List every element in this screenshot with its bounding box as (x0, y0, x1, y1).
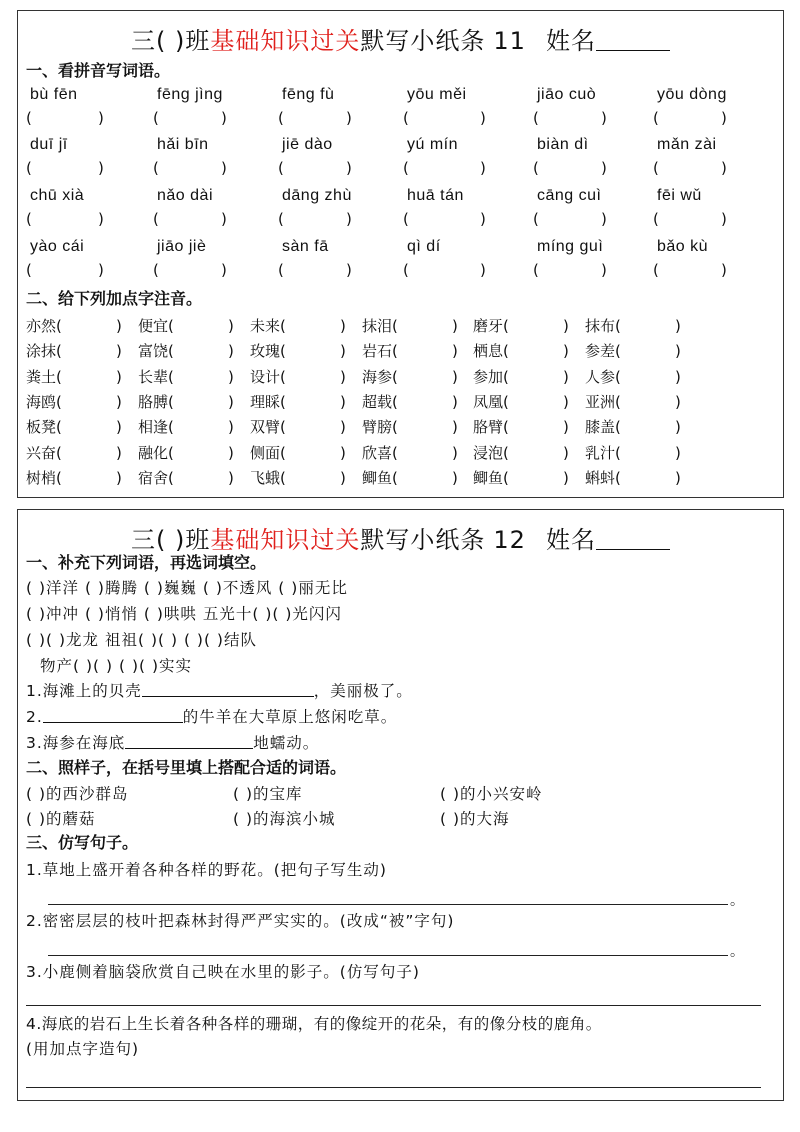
pinyin-prompt: sàn fā (282, 238, 329, 255)
answer-paren-close: ) (98, 159, 104, 177)
fill-sentence-2 (26, 706, 397, 728)
answer-blank[interactable] (43, 706, 183, 723)
answer-paren-close[interactable]: ) (452, 468, 458, 487)
answer-paren-close[interactable]: ) (228, 443, 234, 462)
answer-paren-close[interactable]: ) (116, 317, 122, 335)
class-label: 三( )班 (131, 526, 211, 554)
section-heading: 一、看拼音写词语。 (26, 61, 171, 80)
section-heading: 三、仿写句子。 (26, 833, 139, 852)
answer-paren-close[interactable]: ) (228, 418, 234, 437)
dotted-word: 粪土( (26, 367, 62, 386)
worksheet-title (18, 524, 783, 556)
answer-paren-open[interactable]: ( (153, 159, 159, 177)
title-text: 默写小纸条 (360, 27, 486, 55)
pinyin-prompt: mǎn zài (657, 136, 717, 153)
answer-paren-open[interactable]: ( (403, 261, 409, 279)
answer-blank[interactable] (142, 680, 314, 697)
dotted-word: 凤凰( (473, 392, 509, 411)
answer-paren-close: ) (601, 210, 607, 228)
section-heading: 二、照样子，在括号里填上搭配合适的词语。 (26, 758, 347, 777)
sentence-text: 的牛羊在大草原上悠闲吃草。 (182, 708, 398, 726)
pinyin-prompt: huā tán (407, 187, 464, 204)
answer-paren-close[interactable]: ) (340, 342, 346, 361)
answer-paren-close[interactable]: ) (452, 317, 458, 335)
answer-paren-close: ) (721, 210, 727, 228)
answer-paren-close: ) (346, 261, 352, 279)
pinyin-prompt: jiāo cuò (537, 86, 597, 103)
pinyin-prompt: duī jī (30, 136, 68, 153)
answer-paren-close: ) (480, 210, 486, 228)
answer-paren-close: ) (601, 109, 607, 127)
title-highlight: 基础知识过关 (210, 27, 361, 55)
rewrite-prompt-4-note: (用加点字造句) (26, 1040, 140, 1058)
answer-paren-close[interactable]: ) (452, 367, 458, 386)
answer-paren-close[interactable]: ) (675, 317, 681, 335)
answer-paren-close: ) (221, 261, 227, 279)
name-label: 姓名 (545, 27, 596, 55)
dotted-word: 理睬( (250, 392, 286, 411)
answer-paren-close[interactable]: ) (340, 418, 346, 437)
answer-paren-close[interactable]: ) (228, 342, 234, 361)
pinyin-prompt: fēng fù (282, 86, 335, 103)
worksheet-title (18, 25, 783, 57)
match-item[interactable]: ( )的蘑菇 (26, 810, 96, 828)
answer-paren-close[interactable]: ) (340, 367, 346, 386)
pinyin-prompt: fēng jìng (157, 86, 223, 103)
period-mark: 。 (730, 893, 744, 909)
name-blank[interactable] (596, 529, 670, 550)
answer-paren-close: ) (721, 261, 727, 279)
answer-paren-open[interactable]: ( (26, 210, 32, 228)
sentence-text: 2. (26, 708, 43, 726)
pinyin-prompt: chū xià (30, 187, 85, 204)
period-mark: 。 (730, 944, 744, 960)
answer-paren-close: ) (221, 109, 227, 127)
dotted-word: 人参( (585, 367, 621, 386)
answer-paren-close[interactable]: ) (452, 418, 458, 437)
section-heading: 一、补充下列词语，再选词填空。 (26, 553, 267, 572)
rewrite-prompt-4: 4.海底的岩石上生长着各种各样的珊瑚，有的像绽开的花朵，有的像分枝的鹿角。 (26, 1015, 602, 1033)
answer-paren-open[interactable]: ( (153, 210, 159, 228)
title-highlight: 基础知识过关 (210, 526, 361, 554)
answer-paren-open[interactable]: ( (278, 109, 284, 127)
pinyin-prompt: cāng cuì (537, 187, 602, 204)
answer-paren-close: ) (480, 261, 486, 279)
answer-paren-close: ) (98, 261, 104, 279)
answer-paren-open[interactable]: ( (278, 210, 284, 228)
match-item[interactable]: ( )的小兴安岭 (440, 785, 543, 803)
name-blank[interactable] (596, 30, 670, 51)
answer-paren-close[interactable]: ) (340, 443, 346, 462)
dotted-word: 乳汁( (585, 443, 621, 462)
answer-paren-close: ) (601, 261, 607, 279)
word-fill-line[interactable]: ( )( )龙龙 祖祖( )( ) ( )( )结队 (26, 631, 257, 649)
answer-paren-close: ) (346, 109, 352, 127)
sentence-text: ，美丽极了。 (313, 682, 413, 700)
answer-paren-close[interactable]: ) (116, 418, 122, 437)
answer-paren-close[interactable]: ) (563, 468, 569, 487)
dotted-word: 鲫鱼( (362, 468, 398, 487)
dotted-word: 磨牙( (473, 317, 509, 335)
match-item[interactable]: ( )的宝库 (233, 785, 303, 803)
answer-paren-close[interactable]: ) (452, 443, 458, 462)
answer-paren-open[interactable]: ( (653, 109, 659, 127)
pinyin-prompt: yào cái (30, 238, 85, 255)
answer-paren-close: ) (346, 210, 352, 228)
pinyin-prompt: yōu dòng (657, 86, 727, 103)
pinyin-prompt: qì dí (407, 238, 441, 255)
dotted-word: 超载( (362, 392, 398, 411)
word-fill-line[interactable]: 物产( )( ) ( )( )实实 (40, 657, 193, 675)
answer-paren-close[interactable]: ) (116, 342, 122, 361)
rewrite-prompt-1: 1.草地上盛开着各种各样的野花。(把句子写生动) (26, 861, 387, 879)
answer-paren-open[interactable]: ( (533, 159, 539, 177)
match-item[interactable]: ( )的大海 (440, 810, 510, 828)
answer-paren-close: ) (221, 210, 227, 228)
answer-line[interactable] (26, 1087, 761, 1088)
answer-paren-open[interactable]: ( (278, 261, 284, 279)
answer-paren-close[interactable]: ) (563, 367, 569, 386)
dotted-word: 侧面( (250, 443, 286, 462)
sentence-text: 1.海滩上的贝壳 (26, 682, 142, 700)
answer-paren-close: ) (721, 159, 727, 177)
dotted-word: 海参( (362, 367, 398, 386)
pinyin-prompt: dāng zhù (282, 187, 352, 204)
dotted-word: 玫瑰( (250, 342, 286, 361)
title-text: 默写小纸条 (360, 526, 486, 554)
answer-paren-open[interactable]: ( (153, 109, 159, 127)
answer-paren-close[interactable]: ) (563, 418, 569, 437)
answer-paren-open[interactable]: ( (533, 261, 539, 279)
dotted-word: 胳膊( (138, 392, 174, 411)
answer-paren-close[interactable]: ) (116, 367, 122, 386)
dotted-word: 浸泡( (473, 443, 509, 462)
dotted-word: 双臂( (250, 418, 286, 437)
answer-paren-open[interactable]: ( (533, 210, 539, 228)
dotted-word: 富饶( (138, 342, 174, 361)
answer-paren-close[interactable]: ) (675, 468, 681, 487)
answer-paren-open[interactable]: ( (533, 109, 539, 127)
dotted-word: 参差( (585, 342, 621, 361)
pinyin-prompt: hǎi bīn (157, 136, 209, 153)
dotted-word: 蝌蚪( (585, 468, 621, 487)
answer-paren-close[interactable]: ) (675, 367, 681, 386)
answer-paren-close[interactable]: ) (228, 317, 234, 335)
pinyin-prompt: nǎo dài (157, 187, 213, 204)
pinyin-prompt: fēi wǔ (657, 187, 702, 204)
pinyin-prompt: jiē dào (282, 136, 333, 153)
sheet-number: 12 (493, 526, 526, 554)
dotted-word: 膝盖( (585, 418, 621, 437)
answer-paren-open[interactable]: ( (653, 210, 659, 228)
dotted-word: 岩石( (362, 342, 398, 361)
answer-paren-close: ) (480, 159, 486, 177)
answer-paren-close[interactable]: ) (228, 367, 234, 386)
class-label: 三( )班 (131, 27, 211, 55)
dotted-word: 亦然( (26, 317, 62, 335)
dotted-word: 未来( (250, 317, 286, 335)
answer-line[interactable] (26, 1005, 761, 1006)
match-item[interactable]: ( )的海滨小城 (233, 810, 336, 828)
answer-paren-close: ) (480, 109, 486, 127)
dotted-word: 抹布( (585, 317, 621, 335)
word-fill-line[interactable]: ( )洋洋 ( )腾腾 ( )巍巍 ( )不透风 ( )丽无比 (26, 579, 348, 597)
answer-paren-close[interactable]: ) (340, 392, 346, 411)
answer-paren-close[interactable]: ) (116, 443, 122, 462)
dotted-word: 宿舍( (138, 468, 174, 487)
worksheet-12 (17, 509, 784, 1101)
answer-line[interactable] (48, 904, 728, 905)
rewrite-prompt-2: 2.密密层层的枝叶把森林封得严严实实的。(改成“被”字句) (26, 912, 455, 930)
worksheet-11 (17, 10, 784, 498)
dotted-word: 兴奋( (26, 443, 62, 462)
answer-paren-open[interactable]: ( (278, 159, 284, 177)
answer-paren-close[interactable]: ) (116, 468, 122, 487)
dotted-word: 涂抹( (26, 342, 62, 361)
answer-paren-open[interactable]: ( (26, 159, 32, 177)
pinyin-prompt: jiāo jiè (157, 238, 207, 255)
answer-paren-close[interactable]: ) (675, 392, 681, 411)
answer-paren-close[interactable]: ) (563, 443, 569, 462)
answer-paren-close: ) (346, 159, 352, 177)
answer-paren-open[interactable]: ( (26, 109, 32, 127)
name-label: 姓名 (545, 526, 596, 554)
answer-paren-close[interactable]: ) (452, 342, 458, 361)
dotted-word: 融化( (138, 443, 174, 462)
dotted-word: 亚洲( (585, 392, 621, 411)
answer-paren-open[interactable]: ( (403, 159, 409, 177)
dotted-word: 海鸥( (26, 392, 62, 411)
answer-paren-close[interactable]: ) (563, 317, 569, 335)
answer-paren-close[interactable]: ) (675, 418, 681, 437)
pinyin-prompt: bù fēn (30, 86, 78, 103)
dotted-word: 参加( (473, 367, 509, 386)
pinyin-prompt: yōu měi (407, 86, 467, 103)
answer-paren-open[interactable]: ( (403, 109, 409, 127)
answer-paren-close[interactable]: ) (563, 342, 569, 361)
answer-paren-close: ) (721, 109, 727, 127)
dotted-word: 臂膀( (362, 418, 398, 437)
match-item[interactable]: ( )的西沙群岛 (26, 785, 129, 803)
answer-paren-close[interactable]: ) (340, 317, 346, 335)
answer-paren-close[interactable]: ) (675, 443, 681, 462)
word-fill-line[interactable]: ( )冲冲 ( )悄悄 ( )哄哄 五光十( )( )光闪闪 (26, 605, 342, 623)
answer-paren-open[interactable]: ( (26, 261, 32, 279)
dotted-word: 飞蛾( (250, 468, 286, 487)
dotted-word: 胳臂( (473, 418, 509, 437)
answer-paren-open[interactable]: ( (653, 159, 659, 177)
answer-blank[interactable] (125, 732, 253, 749)
answer-paren-close[interactable]: ) (675, 342, 681, 361)
answer-line[interactable] (48, 955, 728, 956)
answer-paren-close[interactable]: ) (340, 468, 346, 487)
dotted-word: 欣喜( (362, 443, 398, 462)
answer-paren-close[interactable]: ) (228, 392, 234, 411)
answer-paren-close[interactable]: ) (452, 392, 458, 411)
dotted-word: 便宜( (138, 317, 174, 335)
answer-paren-close: ) (98, 210, 104, 228)
fill-sentence-1 (26, 680, 413, 702)
dotted-word: 鲫鱼( (473, 468, 509, 487)
fill-sentence-3 (26, 732, 319, 754)
answer-paren-open[interactable]: ( (653, 261, 659, 279)
sentence-text: 地蠕动。 (253, 734, 320, 752)
sentence-text: 3.海参在海底 (26, 734, 126, 752)
dotted-word: 抹泪( (362, 317, 398, 335)
dotted-word: 相逢( (138, 418, 174, 437)
dotted-word: 长辈( (138, 367, 174, 386)
answer-paren-close[interactable]: ) (116, 392, 122, 411)
answer-paren-open[interactable]: ( (153, 261, 159, 279)
answer-paren-close: ) (221, 159, 227, 177)
answer-paren-open[interactable]: ( (403, 210, 409, 228)
answer-paren-close: ) (98, 109, 104, 127)
dotted-word: 板凳( (26, 418, 62, 437)
answer-paren-close[interactable]: ) (563, 392, 569, 411)
pinyin-prompt: bǎo kù (657, 238, 709, 255)
dotted-word: 栖息( (473, 342, 509, 361)
rewrite-prompt-3: 3.小鹿侧着脑袋欣赏自己映在水里的影子。(仿写句子) (26, 963, 420, 981)
pinyin-prompt: yú mín (407, 136, 459, 153)
dotted-word: 树梢( (26, 468, 62, 487)
section-heading: 二、给下列加点字注音。 (26, 289, 203, 308)
pinyin-prompt: biàn dì (537, 136, 589, 153)
sheet-number: 11 (493, 27, 526, 55)
answer-paren-close[interactable]: ) (228, 468, 234, 487)
pinyin-prompt: míng guì (537, 238, 604, 255)
dotted-word: 设计( (250, 367, 286, 386)
answer-paren-close: ) (601, 159, 607, 177)
